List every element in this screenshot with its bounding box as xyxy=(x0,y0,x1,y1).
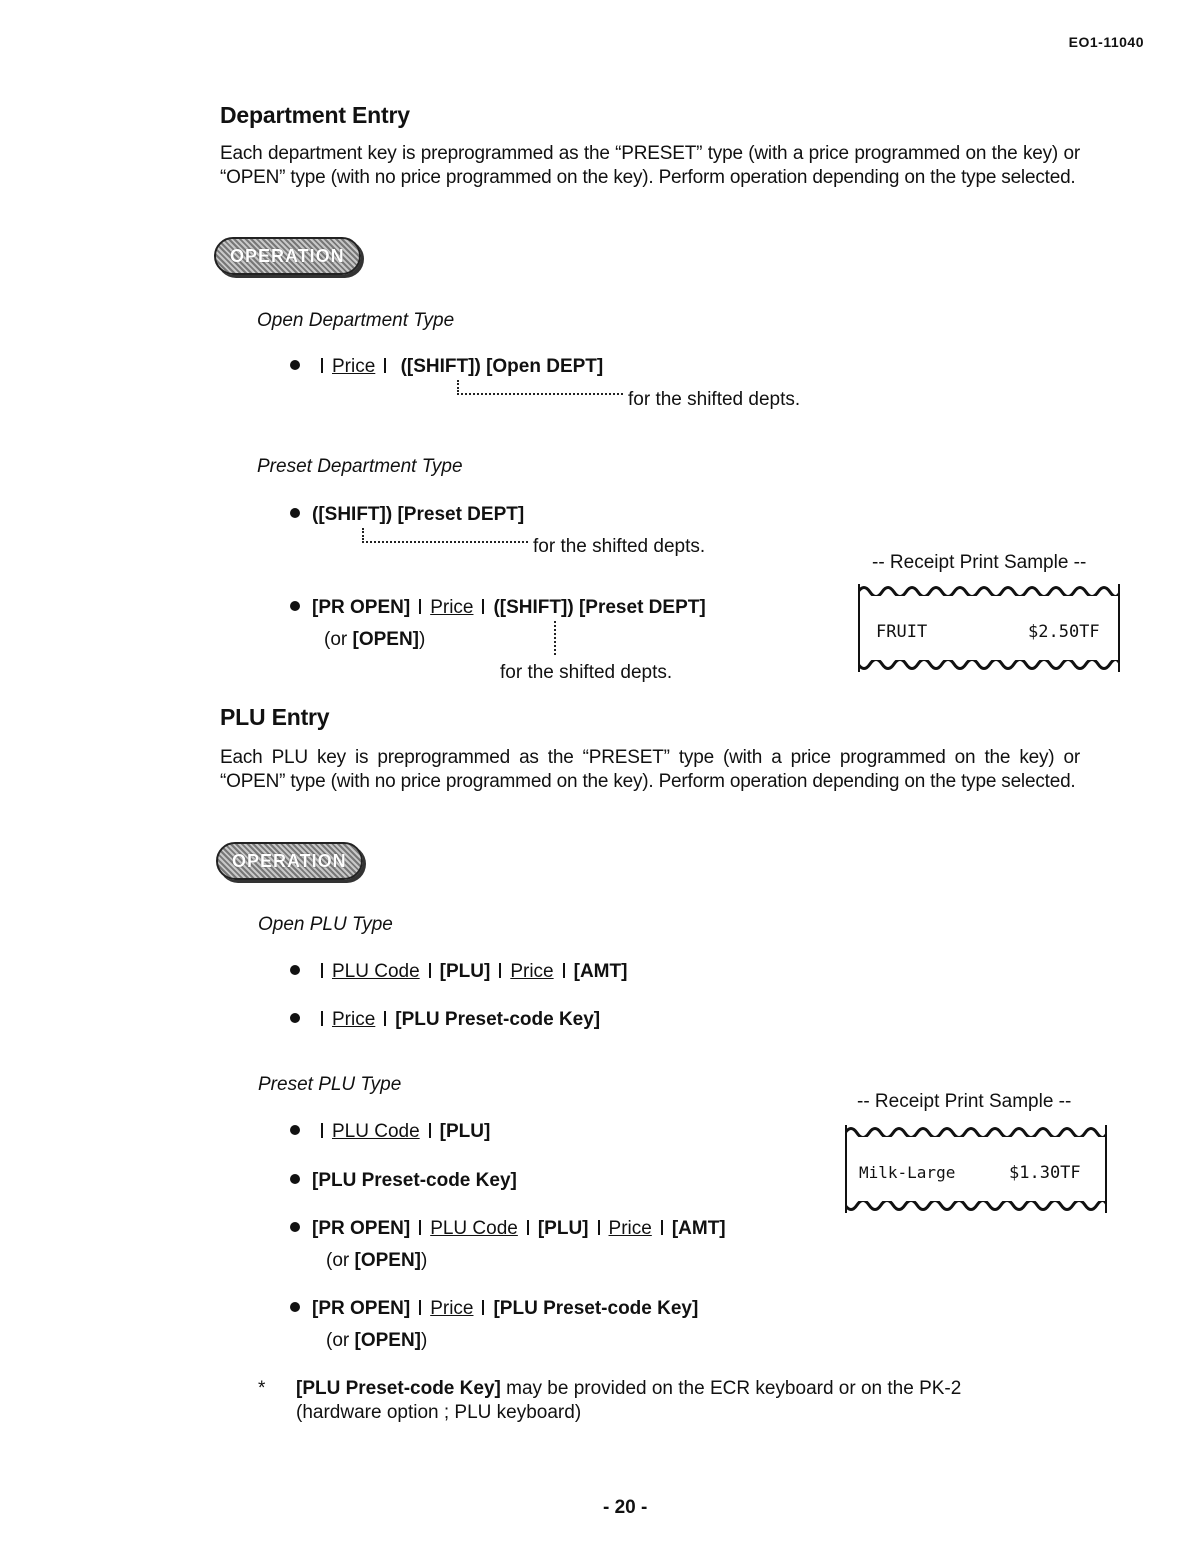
or-text-close: ) xyxy=(421,1330,428,1351)
preset-dept-key-sequence xyxy=(290,504,524,526)
plu-code-entry: PLU Code xyxy=(332,1121,420,1142)
operation-badge-label: OPERATION xyxy=(216,842,363,880)
dotted-connector xyxy=(362,528,364,540)
footnote-line-2: (hardware option ; PLU keyboard) xyxy=(296,1402,582,1423)
open-key: [OPEN] xyxy=(354,1330,421,1351)
receipt-sample-plu xyxy=(845,1125,1107,1213)
bullet-icon xyxy=(290,1125,300,1135)
separator-icon xyxy=(321,963,323,978)
plu-key: [PLU] xyxy=(439,1121,491,1142)
receipt-bottom-tear-icon xyxy=(858,660,1120,674)
receipt-print-sample-title: -- Receipt Print Sample -- xyxy=(857,1091,1072,1112)
shifted-depts-note: for the shifted depts. xyxy=(628,389,801,410)
or-text: (or xyxy=(326,1250,355,1271)
plu-key: [PLU] xyxy=(439,961,491,982)
shifted-depts-note: for the shifted depts. xyxy=(500,662,673,683)
plu-key: [PLU] xyxy=(537,1218,589,1239)
separator-icon xyxy=(527,1220,529,1235)
separator-icon xyxy=(419,1300,421,1315)
price-entry: Price xyxy=(430,597,474,618)
department-entry-paragraph: Each department key is preprogrammed as the “PRESET” type (with a price programmed on the key) or “OPEN” type (with no price programmed on the key). Perform operation depending on the type selected. xyxy=(220,143,1080,188)
separator-icon xyxy=(321,1011,323,1026)
price-entry: Price xyxy=(332,356,376,377)
receipt-item-name: FRUIT xyxy=(876,622,928,642)
dotted-connector xyxy=(362,541,528,543)
separator-icon xyxy=(384,1011,386,1026)
separator-icon xyxy=(429,1123,431,1138)
open-plu-type-subheading: Open PLU Type xyxy=(258,914,393,935)
plu-preset-code-key: [PLU Preset-code Key] xyxy=(493,1298,699,1319)
bullet-icon xyxy=(290,360,300,370)
separator-icon xyxy=(419,599,421,614)
bullet-icon xyxy=(290,1222,300,1232)
separator-icon xyxy=(321,1123,323,1138)
separator-icon xyxy=(598,1220,600,1235)
separator-icon xyxy=(321,358,323,373)
or-text-close: ) xyxy=(421,1250,428,1271)
or-text: (or xyxy=(326,1330,355,1351)
separator-icon xyxy=(482,599,484,614)
separator-icon xyxy=(419,1220,421,1235)
bullet-icon xyxy=(290,1013,300,1023)
shift-key: ([SHIFT]) xyxy=(493,597,574,618)
price-entry: Price xyxy=(332,1009,376,1030)
amt-key: [AMT] xyxy=(671,1218,726,1239)
plu-code-entry: PLU Code xyxy=(430,1218,518,1239)
preset-plu-sequence-3 xyxy=(290,1218,726,1240)
open-key: [OPEN] xyxy=(352,629,419,650)
footnote-star: * xyxy=(258,1378,266,1399)
open-plu-sequence-2 xyxy=(290,1009,600,1031)
receipt-item-name: Milk-Large xyxy=(859,1163,956,1182)
preset-plu-sequence-2 xyxy=(290,1170,517,1192)
document-id: EO1-11040 xyxy=(1068,34,1144,50)
preset-plu-type-subheading: Preset PLU Type xyxy=(258,1074,402,1095)
bullet-icon xyxy=(290,601,300,611)
page-number: - 20 - xyxy=(603,1497,648,1518)
plu-entry-paragraph: Each PLU key is preprogrammed as the “PRESET” type (with a price programmed on the key) or “OPEN” type (with no price programmed on the key). Perform operation depending on the type selected. xyxy=(220,747,1080,792)
pr-open-key: [PR OPEN] xyxy=(312,1298,411,1319)
separator-icon xyxy=(499,963,501,978)
open-dept-key-sequence xyxy=(290,356,603,378)
or-open-alternative xyxy=(324,629,425,651)
pr-open-key: [PR OPEN] xyxy=(312,1218,411,1239)
receipt-top-tear-icon xyxy=(858,582,1120,596)
preset-dept-key: [Preset DEPT] xyxy=(578,597,706,618)
or-open-alternative xyxy=(326,1250,427,1272)
open-dept-key: [Open DEPT] xyxy=(486,356,604,377)
preset-dept-key: [Preset DEPT] xyxy=(397,504,525,525)
shift-key: ([SHIFT]) xyxy=(400,356,481,377)
pr-open-key: [PR OPEN] xyxy=(312,597,411,618)
dotted-connector xyxy=(554,621,556,655)
plu-entry-heading: PLU Entry xyxy=(220,704,330,730)
open-plu-sequence-1 xyxy=(290,961,627,983)
receipt-item-amount: $2.50TF xyxy=(1028,622,1100,642)
separator-icon xyxy=(429,963,431,978)
separator-icon xyxy=(482,1300,484,1315)
separator-icon xyxy=(661,1220,663,1235)
open-department-type-subheading: Open Department Type xyxy=(257,310,455,331)
dotted-connector xyxy=(457,393,623,395)
receipt-sample-dept xyxy=(858,584,1120,672)
receipt-top-tear-icon xyxy=(845,1123,1107,1137)
shift-key: ([SHIFT]) xyxy=(312,504,393,525)
bullet-icon xyxy=(290,1174,300,1184)
price-entry: Price xyxy=(608,1218,652,1239)
receipt-item-amount: $1.30TF xyxy=(1009,1163,1081,1183)
open-key: [OPEN] xyxy=(354,1250,421,1271)
dotted-connector xyxy=(457,380,459,392)
operation-badge-label: OPERATION xyxy=(214,237,361,275)
preset-plu-sequence-1 xyxy=(290,1121,490,1143)
plu-preset-code-key: [PLU Preset-code Key] xyxy=(312,1170,517,1191)
operation-badge-plu xyxy=(216,842,363,880)
preset-department-type-subheading: Preset Department Type xyxy=(257,456,463,477)
plu-code-entry: PLU Code xyxy=(332,961,420,982)
operation-badge-dept xyxy=(214,237,361,275)
shifted-depts-note: for the shifted depts. xyxy=(533,536,706,557)
or-open-alternative xyxy=(326,1330,427,1352)
price-entry: Price xyxy=(510,961,554,982)
bullet-icon xyxy=(290,965,300,975)
footnote-text: may be provided on the ECR keyboard or on the PK-2 xyxy=(500,1378,962,1399)
pr-open-preset-dept-sequence xyxy=(290,597,706,619)
preset-plu-sequence-4 xyxy=(290,1298,698,1320)
price-entry: Price xyxy=(430,1298,474,1319)
receipt-bottom-tear-icon xyxy=(845,1201,1107,1215)
department-entry-heading: Department Entry xyxy=(220,102,410,128)
bullet-icon xyxy=(290,1302,300,1312)
separator-icon xyxy=(384,358,386,373)
plu-preset-code-key: [PLU Preset-code Key] xyxy=(296,1378,501,1399)
amt-key: [AMT] xyxy=(573,961,628,982)
receipt-print-sample-title: -- Receipt Print Sample -- xyxy=(872,552,1087,573)
bullet-icon xyxy=(290,508,300,518)
plu-preset-code-key: [PLU Preset-code Key] xyxy=(395,1009,601,1030)
or-text: (or xyxy=(324,629,353,650)
or-text-close: ) xyxy=(419,629,426,650)
separator-icon xyxy=(563,963,565,978)
footnote-line-1 xyxy=(296,1378,961,1400)
